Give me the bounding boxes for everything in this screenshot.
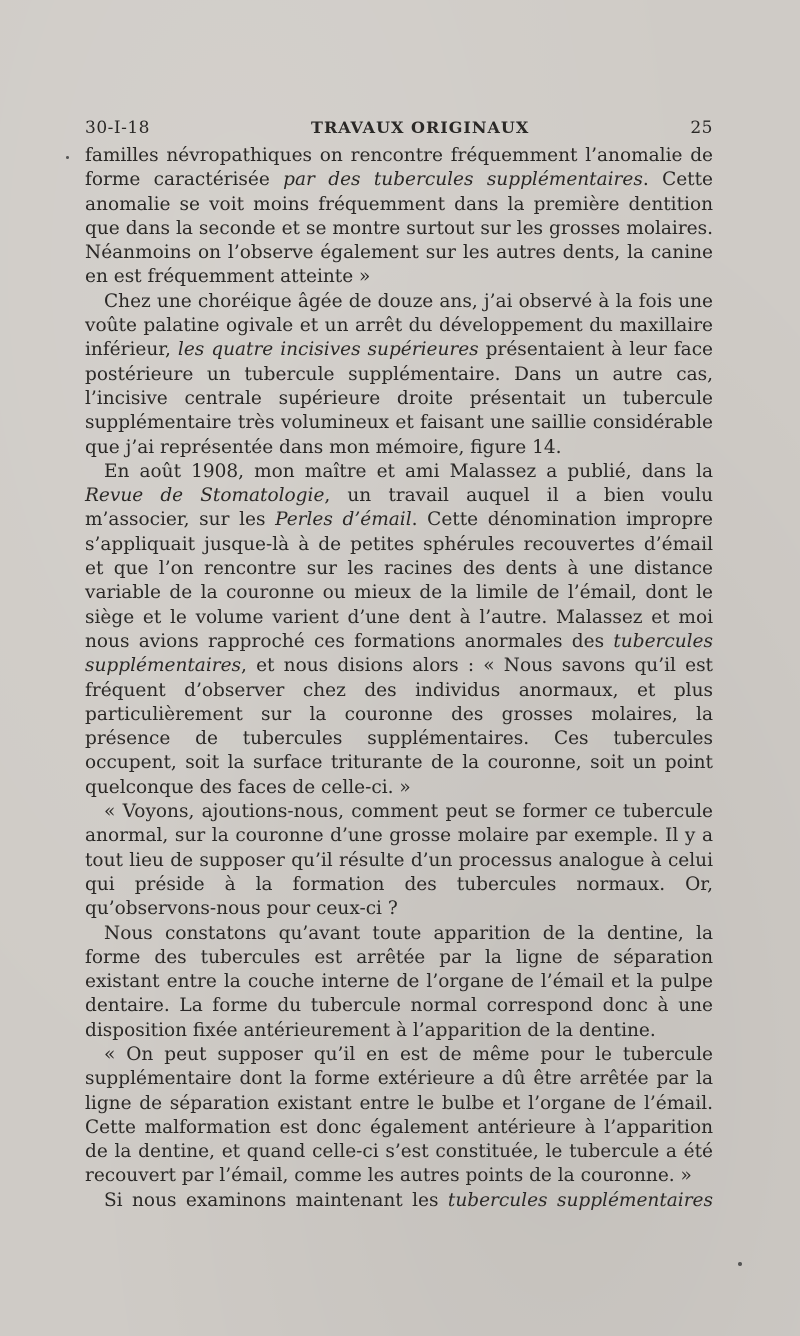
text-run: « On peut supposer qu’il en est de même pour le tubercule supplémentaire dont la forme extérieure a dû être arrêtée par la ligne de séparation existant entre le bulbe et l’organe de l’émail. Cette malformation est donc également antérieure à l’apparition de la dentine, et quand celle-ci s’est constituée, le tubercule a été recouvert par l’émail, comme les autres points de la couronne. »	[85, 1043, 713, 1187]
text-run: . Cette anomalie se voit moins fréquemment dans la première dentition que dans la seconde et se montre surtout sur les grosses molaires. Néanmoins on l’observe également sur les autres dents, la canine en est fréquemment atteinte »	[85, 169, 714, 288]
paragraph-3	[85, 460, 713, 800]
paragraph-5	[85, 922, 713, 1043]
text-run: présentaient à leur face postérieure un tubercule supplémentaire. Dans un autre cas, l’incisive centrale supérieure droite présentait un tubercule supplémentaire très volumineux et faisant une saillie considérable que j’ai représentée dans mon mémoire, figure 14.	[85, 339, 713, 458]
italic-run: Perles d’émail	[275, 509, 412, 531]
paragraph-7	[85, 1189, 713, 1213]
text-run: Nous constatons qu’avant toute apparition de la dentine, la forme des tubercules est arrêtée par la ligne de séparation existant entre la couche interne de l’organe de l’émail et la pulpe dentaire. La forme du tubercule normal correspond donc à une disposition fixée antérieurement à l’apparition de la dentine.	[85, 922, 713, 1041]
paragraph-2	[85, 290, 713, 460]
text-run: , et nous disions alors : « Nous savons qu’il est fréquent d’observer chez des individus anormaux, et plus particulièrement sur la couronne des grosses molaires, la présence de tubercules supplémentaires. Ces tubercules occupent, soit la surface triturante de la couronne, soit un point quelconque des faces de celle-ci. »	[85, 655, 713, 798]
text-run: Chez une choréique âgée de douze ans, j’ai observé à la fois une voûte palatine ogivale et un arrêt du développement du maxillaire inférieur,	[85, 290, 713, 361]
text-run: familles névropathiques on rencontre fréquemment l’anomalie de forme caractérisée	[85, 145, 713, 191]
body-text	[85, 144, 713, 1213]
page-number: 25	[690, 118, 713, 138]
text-run: « Voyons, ajoutions-nous, comment peut se former ce tubercule anormal, sur la couronne d’une grosse molaire par exemple. Il y a tout lieu de supposer qu’il résulte d’un processus analogue à celui qui préside à la formation des tubercules normaux. Or, qu’observons-nous pour ceux-ci ?	[85, 801, 713, 920]
text-run: . Cette dénomination impropre s’appliquait jusque-là à de petites sphérules recouvertes d’émail et que l’on rencontre sur les racines des dents à une distance variable de la couronne ou mieux de la limile de l’émail, dont le siège et le volume varient d’une dent à l’autre. Malassez et moi nous avions rapproché ces formations anormales des	[85, 509, 713, 652]
date-code: 30-I-18	[85, 118, 150, 138]
italic-run: tubercules supplémentaires	[447, 1189, 713, 1211]
paper-speck	[738, 1262, 742, 1266]
running-head	[85, 118, 713, 138]
paragraph-1	[85, 144, 713, 290]
paragraph-6	[85, 1043, 713, 1189]
text-run: Si nous examinons maintenant les	[104, 1189, 448, 1211]
paragraph-4	[85, 800, 713, 921]
paper-speck	[66, 156, 69, 159]
section-title: TRAVAUX ORIGINAUX	[311, 118, 530, 137]
book-page	[85, 118, 713, 1213]
text-run: En août 1908, mon maître et ami Malassez a publié, dans la	[104, 460, 713, 482]
text-run: , un travail auquel il a bien voulu m’associer, sur les	[85, 485, 713, 531]
italic-run: Revue de Stomatologie	[85, 485, 325, 507]
italic-run: par des tubercules supplémentaires	[283, 169, 643, 191]
italic-run: les quatre incisives supérieures	[177, 339, 479, 361]
italic-run: tubercules supplémentaires	[85, 630, 713, 677]
